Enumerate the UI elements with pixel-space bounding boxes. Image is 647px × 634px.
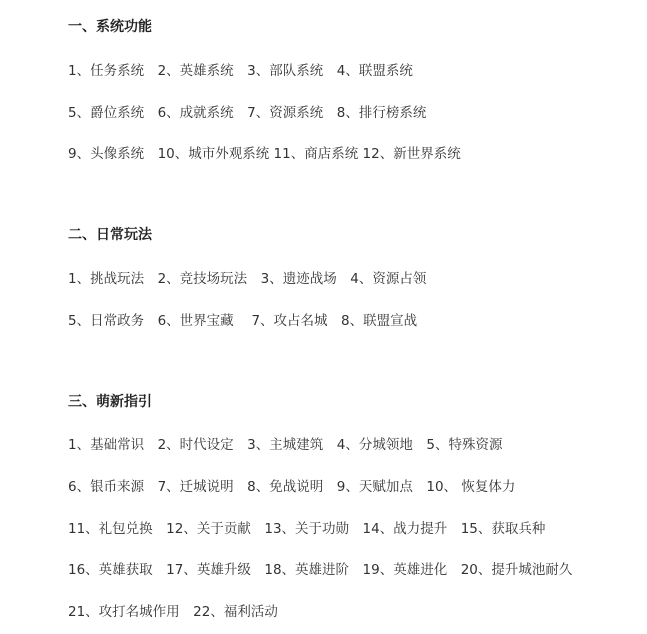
list-line: 1、任务系统 2、英雄系统 3、部队系统 4、联盟系统 — [68, 63, 413, 79]
list-line: 6、银币来源 7、迁城说明 8、免战说明 9、天赋加点 10、 恢复体力 — [68, 479, 516, 495]
section-heading-system-functions: 一、系统功能 — [68, 19, 152, 35]
list-line: 5、日常政务 6、世界宝藏 7、攻占名城 8、联盟宣战 — [68, 313, 418, 329]
section-heading-newbie-guide: 三、萌新指引 — [68, 394, 152, 410]
list-line: 9、头像系统 10、城市外观系统 11、商店系统 12、新世界系统 — [68, 146, 461, 162]
list-line: 1、挑战玩法 2、竞技场玩法 3、遗迹战场 4、资源占领 — [68, 271, 427, 287]
list-line: 1、基础常识 2、时代设定 3、主城建筑 4、分城领地 5、特殊资源 — [68, 437, 503, 453]
list-line: 21、攻打名城作用 22、福利活动 — [68, 604, 278, 620]
section-heading-daily-gameplay: 二、日常玩法 — [68, 227, 152, 243]
list-line: 16、英雄获取 17、英雄升级 18、英雄进阶 19、英雄进化 20、提升城池耐久 — [68, 562, 573, 578]
list-line: 5、爵位系统 6、成就系统 7、资源系统 8、排行榜系统 — [68, 105, 427, 121]
list-line: 11、礼包兑换 12、关于贡献 13、关于功勋 14、战力提升 15、获取兵种 — [68, 521, 546, 537]
